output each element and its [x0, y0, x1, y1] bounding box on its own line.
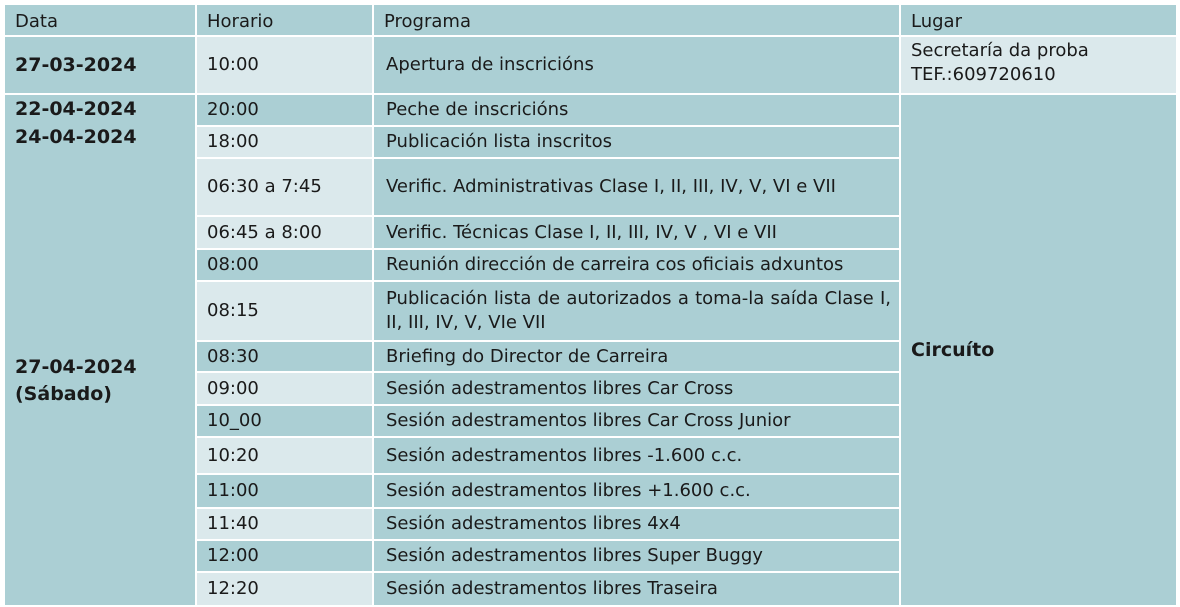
lugar-secretaria-phone: TEF.:609720610 [911, 64, 1056, 85]
date-27-04-2024: 27-04-2024 [15, 356, 137, 378]
time-cell: 10:00 [197, 37, 372, 93]
program-cell: Publicación lista de autorizados a toma-la saída Clase I, II, III, IV, V, VIe VII [374, 282, 899, 340]
time-cell: 11:40 [197, 509, 372, 539]
time-cell: 09:00 [197, 373, 372, 404]
date-cell-block [5, 95, 195, 605]
time-cell: 08:15 [197, 282, 372, 340]
date-sabado: (Sábado) [15, 383, 112, 405]
date-22-04-2024: 22-04-2024 [15, 98, 137, 120]
time-cell: 06:45 a 8:00 [197, 217, 372, 248]
date-27-03-2024: 27-03-2024 [15, 54, 137, 76]
lugar-secretaria [901, 37, 1176, 93]
date-cell-1 [5, 37, 195, 93]
header-lugar: Lugar [901, 5, 1176, 35]
time-cell: 18:00 [197, 127, 372, 157]
time-cell: 12:20 [197, 573, 372, 605]
program-cell: Apertura de inscricións [374, 37, 899, 93]
lugar-circuito [901, 95, 1176, 605]
program-cell: Verific. Técnicas Clase I, II, III, IV, V , VI e VII [374, 217, 899, 248]
time-cell: 11:00 [197, 475, 372, 507]
header-horario: Horario [197, 5, 372, 35]
time-cell: 12:00 [197, 541, 372, 571]
program-cell: Peche de inscricións [374, 95, 899, 125]
header-data: Data [5, 5, 195, 35]
time-cell: 20:00 [197, 95, 372, 125]
program-cell: Sesión adestramentos libres Car Cross Junior [374, 406, 899, 436]
program-cell: Sesión adestramentos libres -1.600 c.c. [374, 438, 899, 473]
program-cell: Sesión adestramentos libres Car Cross [374, 373, 899, 404]
header-programa: Programa [374, 5, 899, 35]
program-cell: Sesión adestramentos libres Traseira [374, 573, 899, 605]
lugar-circuito-label: Circuíto [911, 339, 995, 361]
program-cell: Sesión adestramentos libres Super Buggy [374, 541, 899, 571]
date-24-04-2024: 24-04-2024 [15, 126, 137, 148]
program-cell: Publicación lista inscritos [374, 127, 899, 157]
lugar-secretaria-name: Secretaría da proba [911, 40, 1089, 61]
time-cell: 06:30 a 7:45 [197, 159, 372, 215]
program-cell: Sesión adestramentos libres +1.600 c.c. [374, 475, 899, 507]
program-cell: Briefing do Director de Carreira [374, 342, 899, 371]
time-cell: 10:20 [197, 438, 372, 473]
time-cell: 08:30 [197, 342, 372, 371]
time-cell: 10_00 [197, 406, 372, 436]
program-cell: Sesión adestramentos libres 4x4 [374, 509, 899, 539]
time-cell: 08:00 [197, 250, 372, 280]
program-cell: Verific. Administrativas Clase I, II, III, IV, V, VI e VII [374, 159, 899, 215]
program-cell: Reunión dirección de carreira cos oficiais adxuntos [374, 250, 899, 280]
